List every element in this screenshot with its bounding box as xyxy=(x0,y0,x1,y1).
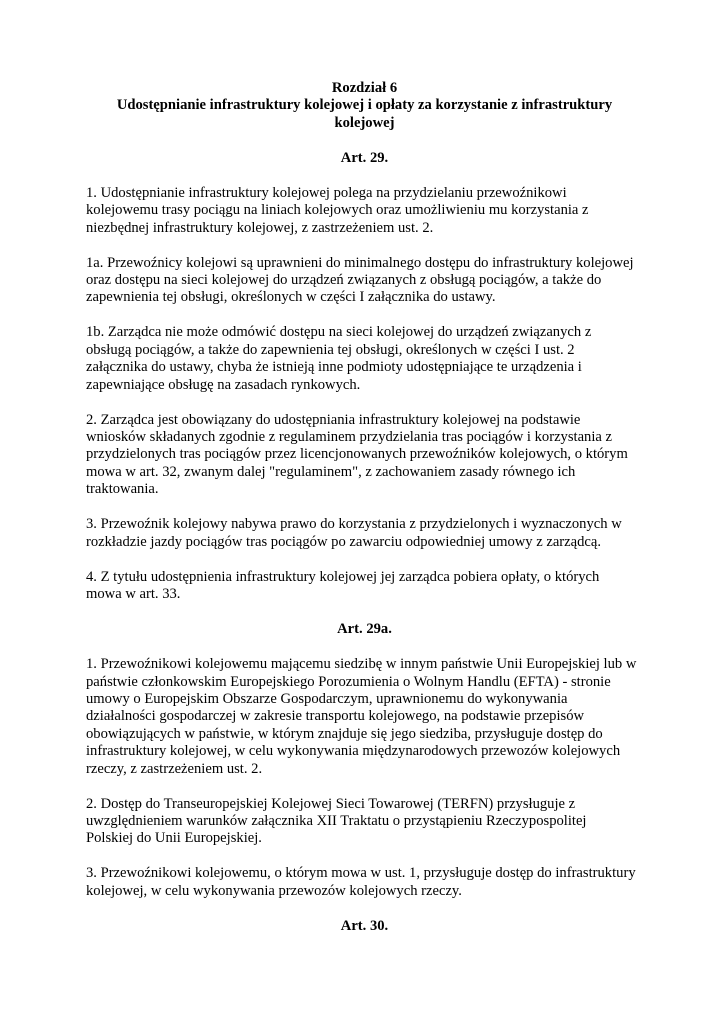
paragraph-line: wniosków składanych zgodnie z regulaminem przydzielania tras pociągów i korzystania z xyxy=(86,429,613,446)
paragraph-line: 1. Przewoźnikowi kolejowemu mającemu siedzibę w innym państwie Unii Europejskiej lub w xyxy=(86,656,637,673)
paragraph xyxy=(86,516,643,551)
paragraph-line: zapewniające obsługę na zasadach rynkowych. xyxy=(86,376,361,393)
paragraph-line: Polskiej do Unii Europejskiej. xyxy=(86,830,262,847)
paragraph xyxy=(86,412,643,499)
paragraph-line: zapewnienia tej obsługi, określonych w części I załącznika do ustawy. xyxy=(86,289,496,306)
paragraph-line: kolejowej, w celu wykonywania przewozów kolejowych rzeczy. xyxy=(86,882,462,899)
paragraph-line: 1a. Przewoźnicy kolejowi są uprawnieni do minimalnego dostępu do infrastruktury kolejowej xyxy=(86,254,634,271)
paragraph-line: kolejowemu trasy pociągu na liniach kolejowych oraz umożliwieniu mu korzystania z xyxy=(86,202,589,219)
paragraph-line: załącznika do ustawy, chyba że istnieją inne podmioty udostępniające te urządzenia i xyxy=(86,359,582,376)
paragraph-line: infrastruktury kolejowej, w celu wykonywania międzynarodowych przewozów kolejowych xyxy=(86,743,621,760)
paragraph-line: traktowania. xyxy=(86,481,159,498)
paragraph xyxy=(86,324,643,394)
paragraph-line: rozkładzie jazdy pociągów tras pociągów po zawarciu odpowiedniej umowy z zarządcą. xyxy=(86,533,602,550)
paragraph xyxy=(86,185,643,237)
chapter-title-line: kolejowej xyxy=(334,114,395,131)
articles-container xyxy=(86,150,643,935)
paragraph-line: 3. Przewoźnikowi kolejowemu, o którym mowa w ust. 1, przysługuje dostęp do infrastruktury xyxy=(86,865,636,882)
paragraph-line: obowiązujących w państwie, w którym znajduje się jego siedziba, przysługuje dostęp do xyxy=(86,725,603,742)
paragraph-line: uwzględnieniem warunków załącznika XII Traktatu o przystąpieniu Rzeczypospolitej xyxy=(86,812,587,829)
chapter-number: Rozdział 6 xyxy=(331,80,398,96)
paragraph xyxy=(86,569,643,604)
chapter-heading xyxy=(86,80,643,132)
paragraph xyxy=(86,796,643,848)
article-title: Art. 29a. xyxy=(337,621,392,638)
paragraph-line: 3. Przewoźnik kolejowy nabywa prawo do korzystania z przydzielonych i wyznaczonych w xyxy=(86,516,622,533)
paragraph xyxy=(86,865,643,900)
paragraph-line: 2. Zarządca jest obowiązany do udostępniania infrastruktury kolejowej na podstawie xyxy=(86,411,581,428)
paragraph-line: oraz dostępu na sieci kolejowej do urządzeń związanych z obsługą pociągów, a także do xyxy=(86,272,602,289)
paragraph-line: obsługą pociągów, a także do zapewnienia tej obsługi, określonych w części I ust. 2 xyxy=(86,341,575,358)
paragraph-line: działalności gospodarczej w zakresie transportu kolejowego, na podstawie przepisów xyxy=(86,708,585,725)
paragraph-line: państwie członkowskim Europejskiego Porozumienia o Wolnym Handlu (EFTA) - stronie xyxy=(86,673,611,690)
article-title: Art. 29. xyxy=(340,149,389,166)
document-page xyxy=(86,80,643,953)
paragraph-line: 4. Z tytułu udostępnienia infrastruktury kolejowej jej zarządca pobiera opłaty, o których xyxy=(86,568,600,585)
paragraph-line: mowa w art. 32, zwanym dalej "regulaminem", z zachowaniem zasady równego ich xyxy=(86,463,576,480)
article xyxy=(86,918,643,935)
paragraph-line: niezbędnej infrastruktury kolejowej, z zastrzeżeniem ust. 2. xyxy=(86,219,434,236)
paragraph-line: przydzielonych tras pociągów przez licencjonowanych przewoźników kolejowych, o którym xyxy=(86,446,628,463)
chapter-title-line: Udostępnianie infrastruktury kolejowej i opłaty za korzystanie z infrastruktury xyxy=(116,97,613,114)
paragraph-line: rzeczy, z zastrzeżeniem ust. 2. xyxy=(86,760,263,777)
paragraph-line: 1. Udostępnianie infrastruktury kolejowej polega na przydzielaniu przewoźnikowi xyxy=(86,184,567,201)
paragraph-line: umowy o Europejskim Obszarze Gospodarczym, uprawnionemu do wykonywania xyxy=(86,690,568,707)
paragraph xyxy=(86,656,643,778)
paragraph-line: mowa w art. 33. xyxy=(86,586,181,603)
article xyxy=(86,150,643,604)
article-title: Art. 30. xyxy=(340,917,389,934)
article xyxy=(86,621,643,900)
paragraph xyxy=(86,255,643,307)
paragraph-line: 1b. Zarządca nie może odmówić dostępu na sieci kolejowej do urządzeń związanych z xyxy=(86,324,592,341)
paragraph-line: 2. Dostęp do Transeuropejskiej Kolejowej Sieci Towarowej (TERFN) przysługuje z xyxy=(86,795,576,812)
